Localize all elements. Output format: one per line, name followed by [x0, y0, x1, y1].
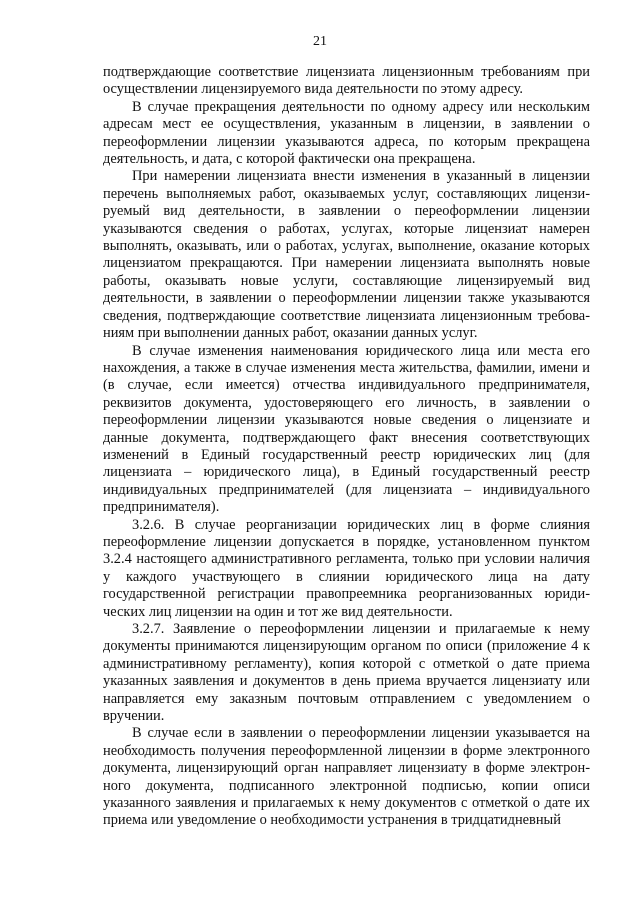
page-number: 21	[313, 34, 327, 49]
paragraph: В случае прекращения деятельности по одному адресу или нескольким адресам мест ее осуществления, указанным в лицензии, в заявлении о переоформлении лицензии указываются адреса, по которым прекращена деятельность, и дата, с которой фактически она прекращена.	[103, 98, 590, 168]
paragraph: 3.2.7. Заявление о переоформлении лицензии и прилагаемые к нему документы принимаются лицензирующим органом по описи (приложение 4 к административному регламенту), копия которой с отметкой о дате приема указанных заявления и документов в день приема вручается лицензиату или направляется ему заказным почтовым отправлением с уведомлением о вручении.	[103, 621, 590, 725]
paragraph: При намерении лицензиата внести изменения в указанный в лицензии перечень выполняемых работ, оказываемых услуг, составляющих лицензируемый вид деятельности, в заявлении о переоформлении лицензии указываются сведения о работах, услугах, которые лицензиат намерен выполнять, оказывать, или о работах, услугах, выполнение, оказание которых лицензиатом прекращаются. При намерении лицензиата выполнять новые работы, оказывать новые услуги, составляющие лицензируемый вид деятельности, в заявлении о переоформлении лицензии также указываются сведения, подтверждающие соответствие лицензиата лицензионным требованиям при выполнении данных работ, оказании данных услуг.	[103, 168, 590, 342]
paragraph: В случае изменения наименования юридического лица или места его нахождения, а также в случае изменения места жительства, фамилии, имени и (в случае, если имеется) отчества индивидуального предпринимателя, реквизитов документа, удостоверяющего его личность, в заявлении о переоформлении лицензии указываются новые сведения о лицензиате и данные документа, подтверждающего факт внесения соответствующих изменений в Единый государственный реестр юридических лиц (для лицензиата – юридического лица), в Единый государственный реестр индивидуальных предпринимателей (для лицензиата – индивидуального предпринимателя).	[103, 342, 590, 516]
paragraph: В случае если в заявлении о переоформлении лицензии указывается на необходимость получения переоформленной лицензии в форме электронного документа, лицензирующий орган направляет лицензиату в форме электронного документа, подписанного электронной подписью, копии описи указанного заявления и прилагаемых к нему документов с отметкой о дате их приема или уведомление о необходимости устранения в тридцатидневный	[103, 725, 590, 829]
paragraph: 3.2.6. В случае реорганизации юридических лиц в форме слияния переоформление лицензии допускается в порядке, установленном пунктом 3.2.4 настоящего административного регламента, только при условии наличия у каждого участвующего в слиянии юридического лица на дату государственной регистрации правопреемника реорганизованных юридических лиц лицензии на один и тот же вид деятельности.	[103, 516, 590, 620]
document-body	[103, 64, 590, 830]
paragraph: подтверждающие соответствие лицензиата лицензионным требованиям при осуществлении лицензируемого вида деятельности по этому адресу.	[103, 64, 590, 98]
